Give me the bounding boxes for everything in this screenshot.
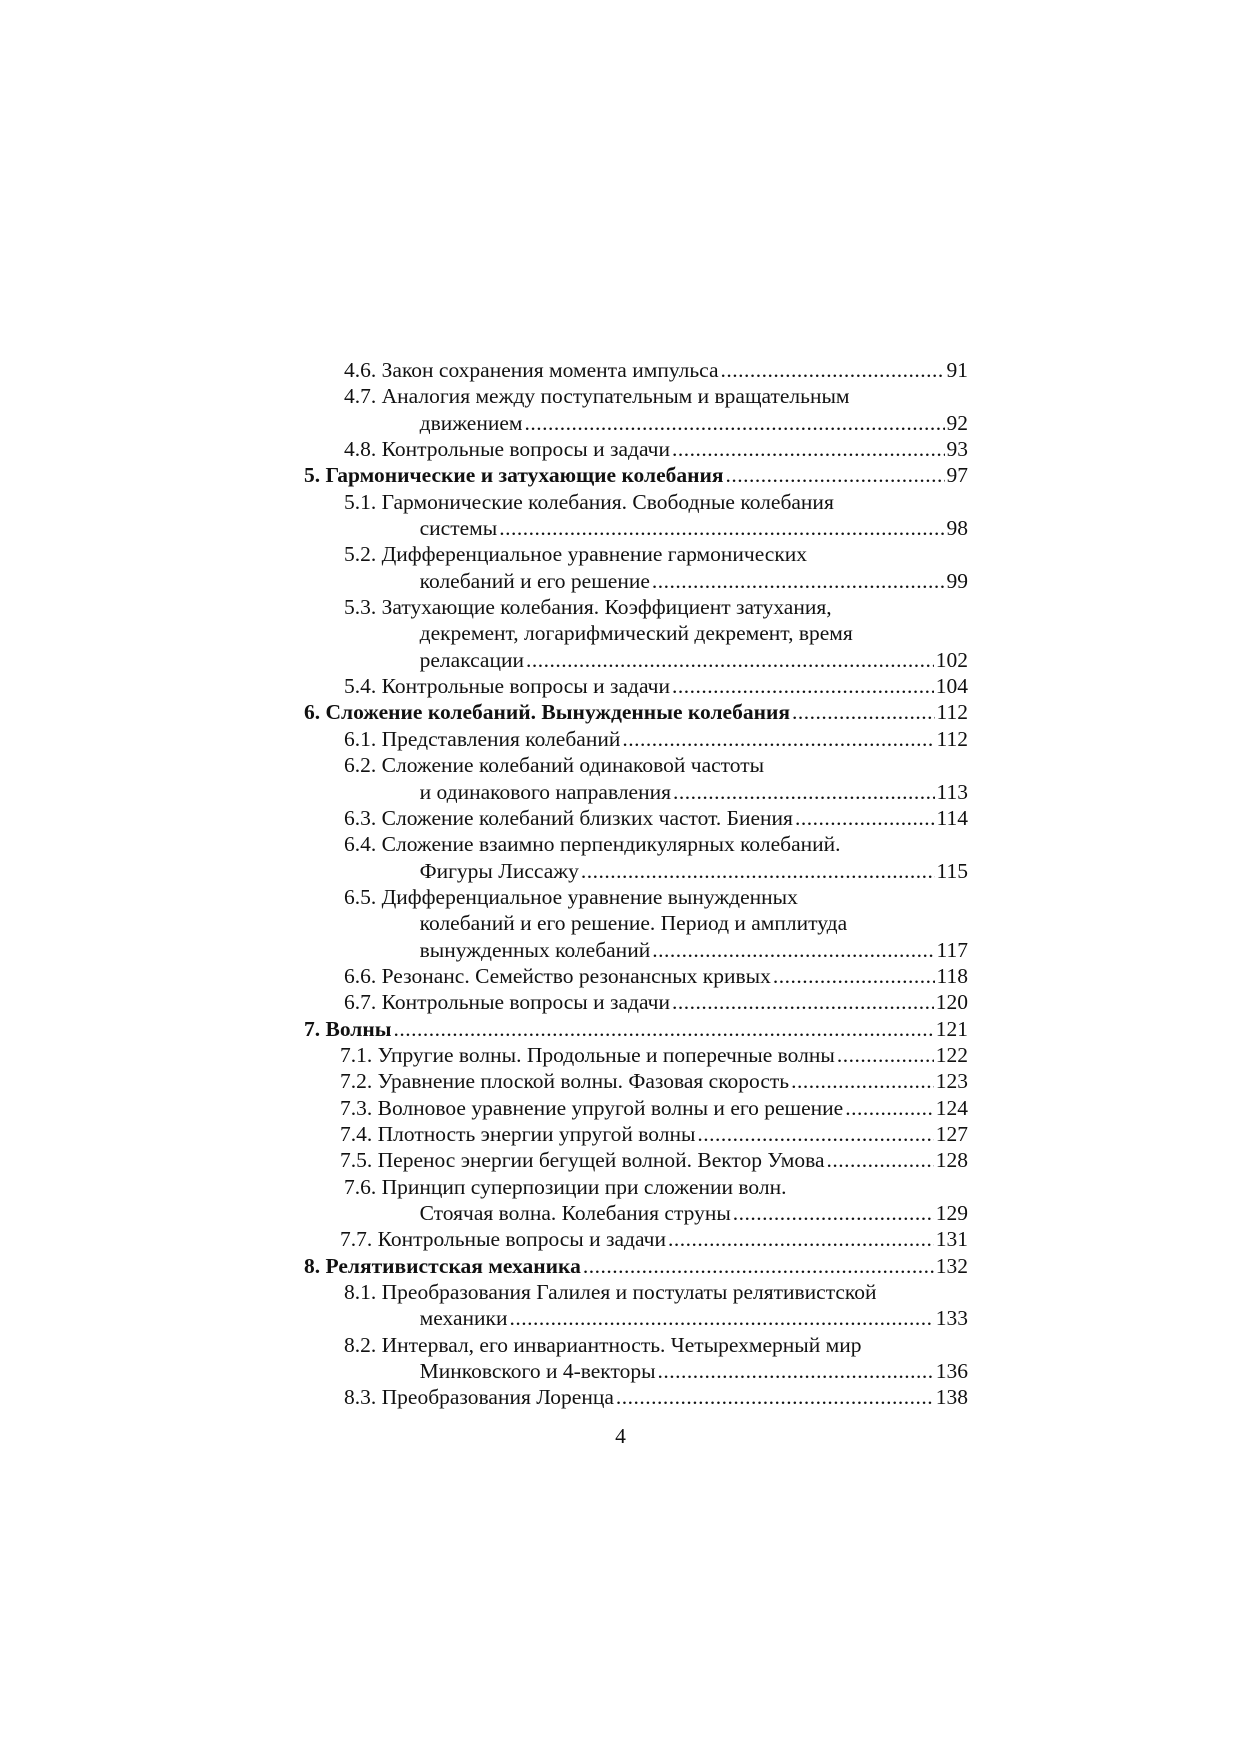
entry-title: движением <box>419 410 523 435</box>
toc-entry-5-1[interactable] <box>304 489 968 515</box>
entry-title: Дифференциальное уравнение вынужденных <box>381 884 798 909</box>
entry-title: Закон сохранения момента импульса <box>381 358 719 382</box>
toc-entry-8-2[interactable] <box>304 1332 968 1358</box>
entry-page: 113 <box>936 779 968 804</box>
dot-leader <box>509 1305 933 1331</box>
entry-number: 8.1. <box>344 1280 377 1305</box>
entry-title: Сложение колебаний одинаковой частоты <box>381 753 765 778</box>
entry-title: системы <box>419 516 498 541</box>
entry-page: 104 <box>935 674 968 699</box>
dot-leader <box>652 568 945 594</box>
entry-page: 112 <box>936 726 968 751</box>
entry-page: 98 <box>946 516 968 541</box>
entry-title: Уравнение плоской волны. Фазовая скорость <box>377 1069 790 1094</box>
entry-number: 6.3. <box>344 805 377 830</box>
dot-leader <box>394 1016 934 1042</box>
toc-entry-8-3[interactable] <box>304 1384 968 1410</box>
entry-number: 6.1. <box>344 726 377 751</box>
toc-entry-5-4[interactable] <box>304 673 968 699</box>
entry-page: 128 <box>935 1148 968 1173</box>
chapter-number: 5. <box>304 463 321 488</box>
dot-leader <box>795 805 935 831</box>
entry-title: вынужденных колебаний <box>419 937 651 962</box>
dot-leader <box>583 1253 934 1279</box>
entry-title: Представления колебаний <box>381 726 621 751</box>
entry-title: декремент, логарифмический декремент, время <box>419 621 853 646</box>
entry-title: Контрольные вопросы и задачи <box>381 437 670 462</box>
entry-page: 121 <box>935 1016 968 1041</box>
toc-entry-4-7-continued[interactable] <box>304 410 968 436</box>
toc-entry-8-1-continued[interactable] <box>304 1305 968 1331</box>
dot-leader <box>791 1068 934 1094</box>
toc-entry-6-4-continued[interactable] <box>304 858 968 884</box>
dot-leader <box>827 1147 934 1173</box>
toc-entry-4-8[interactable] <box>304 436 968 462</box>
entry-number: 7.6. <box>344 1174 377 1199</box>
toc-entry-8-1[interactable] <box>304 1279 968 1305</box>
entry-page: 92 <box>946 410 968 435</box>
entry-title: релаксации <box>419 647 524 672</box>
toc-chapter-8[interactable] <box>304 1253 968 1279</box>
toc-entry-5-2-continued[interactable] <box>304 568 968 594</box>
entry-title: колебаний и его решение <box>419 568 650 593</box>
entry-title: Волновое уравнение упругой волны и его решение <box>377 1095 844 1120</box>
entry-number: 4.8. <box>344 437 377 462</box>
dot-leader <box>792 699 935 725</box>
entry-title: Дифференциальное уравнение гармонических <box>381 542 808 567</box>
toc-entry-6-5-continued[interactable] <box>304 937 968 963</box>
entry-title: Перенос энергии бегущей волной. Вектор Умова <box>377 1148 825 1173</box>
entry-page: 93 <box>946 437 968 462</box>
entry-page: 117 <box>936 937 968 962</box>
chapter-title: Сложение колебаний. Вынужденные колебания <box>325 700 790 725</box>
dot-leader <box>673 779 935 805</box>
toc-entry-6-6[interactable] <box>304 963 968 989</box>
entry-title: Сложение колебаний близких частот. Биения <box>381 805 793 830</box>
dot-leader <box>733 1200 934 1226</box>
dot-leader <box>837 1042 934 1068</box>
dot-leader <box>525 410 945 436</box>
entry-title: и одинакового направления <box>419 779 672 804</box>
entry-number: 7.1. <box>340 1042 373 1067</box>
dot-leader <box>581 858 935 884</box>
entry-page: 118 <box>936 963 968 988</box>
chapter-number: 8. <box>304 1253 321 1278</box>
dot-leader <box>616 1384 934 1410</box>
entry-number: 5.4. <box>344 674 377 699</box>
entry-number: 7.3. <box>340 1095 373 1120</box>
toc-entry-7-6[interactable] <box>304 1174 968 1200</box>
entry-number: 7.7. <box>340 1227 373 1252</box>
table-of-contents <box>304 357 968 1411</box>
toc-entry-6-2-continued[interactable] <box>304 779 968 805</box>
toc-chapter-6[interactable] <box>304 699 968 725</box>
entry-page: 138 <box>935 1385 968 1410</box>
entry-title: Затухающие колебания. Коэффициент затухания, <box>381 595 832 620</box>
toc-entry-6-3[interactable] <box>304 805 968 831</box>
toc-entry-7-2[interactable] <box>300 1068 968 1094</box>
entry-number: 7.5. <box>340 1148 373 1173</box>
entry-page: 127 <box>935 1121 968 1146</box>
toc-entry-7-3[interactable] <box>300 1095 968 1121</box>
entry-number: 7.4. <box>340 1121 373 1146</box>
toc-chapter-7[interactable] <box>304 1016 968 1042</box>
entry-page: 97 <box>946 463 968 488</box>
toc-entry-4-6[interactable] <box>304 357 968 383</box>
entry-number: 4.6. <box>344 358 377 382</box>
entry-page: 114 <box>936 805 968 830</box>
chapter-number: 7. <box>304 1016 321 1041</box>
entry-title: Сложение взаимно перпендикулярных колебаний. <box>381 832 841 857</box>
entry-number: 8.2. <box>344 1332 377 1357</box>
entry-number: 6.7. <box>344 990 377 1015</box>
toc-entry-6-1[interactable] <box>304 726 968 752</box>
entry-title: механики <box>419 1306 508 1331</box>
entry-page: 124 <box>935 1095 968 1120</box>
entry-title: Гармонические колебания. Свободные колебания <box>381 489 834 514</box>
toc-chapter-5[interactable] <box>304 462 968 488</box>
entry-number: 5.3. <box>344 595 377 620</box>
entry-title: Минковского и 4-векторы <box>419 1359 656 1384</box>
toc-entry-6-7[interactable] <box>304 989 968 1015</box>
entry-title: Преобразования Галилея и постулаты релятивистской <box>381 1280 877 1305</box>
dot-leader <box>672 989 934 1015</box>
toc-entry-6-5[interactable] <box>304 884 968 910</box>
dot-leader <box>773 963 935 989</box>
entry-number: 6.2. <box>344 753 377 778</box>
toc-entry-6-2[interactable] <box>304 752 968 778</box>
chapter-title: Релятивистская механика <box>325 1253 581 1278</box>
toc-entry-8-2-continued[interactable] <box>304 1358 968 1384</box>
entry-title: колебаний и его решение. Период и амплитуда <box>419 911 848 936</box>
dot-leader <box>668 1226 934 1252</box>
chapter-number: 6. <box>304 700 321 725</box>
dot-leader <box>672 673 934 699</box>
chapter-title: Гармонические и затухающие колебания <box>325 463 724 488</box>
entry-page: 115 <box>936 858 968 883</box>
entry-page: 120 <box>935 990 968 1015</box>
entry-number: 5.2. <box>344 542 377 567</box>
entry-page: 122 <box>935 1042 968 1067</box>
entry-page: 112 <box>936 700 968 725</box>
entry-title: Стоячая волна. Колебания струны <box>419 1201 731 1225</box>
entry-number: 7.2. <box>340 1069 373 1094</box>
dot-leader <box>845 1095 934 1121</box>
entry-number: 6.5. <box>344 884 377 909</box>
toc-entry-5-1-continued[interactable] <box>304 515 968 541</box>
toc-entry-6-5-continued[interactable] <box>304 910 968 936</box>
entry-number: 8.3. <box>344 1385 377 1410</box>
dot-leader <box>499 515 944 541</box>
entry-number: 6.4. <box>344 832 377 857</box>
toc-entry-7-1[interactable] <box>300 1042 968 1068</box>
toc-entry-7-5[interactable] <box>300 1147 968 1173</box>
entry-page: 133 <box>935 1306 968 1331</box>
dot-leader <box>697 1121 933 1147</box>
entry-page: 129 <box>935 1201 968 1225</box>
chapter-title: Волны <box>325 1016 392 1041</box>
entry-title: Контрольные вопросы и задачи <box>377 1227 666 1252</box>
entry-title: Резонанс. Семейство резонансных кривых <box>381 963 771 988</box>
toc-entry-7-6-continued[interactable] <box>304 1200 968 1226</box>
entry-number: 6.6. <box>344 963 377 988</box>
entry-title: Интервал, его инвариантность. Четырехмерный мир <box>381 1332 862 1357</box>
entry-page: 131 <box>935 1227 968 1252</box>
toc-entry-5-3-continued[interactable] <box>304 620 968 646</box>
entry-page: 123 <box>935 1069 968 1094</box>
entry-page: 136 <box>935 1359 968 1384</box>
toc-entry-4-7[interactable] <box>304 383 968 409</box>
page-number: 4 <box>615 1424 626 1448</box>
dot-leader <box>652 937 934 963</box>
dot-leader <box>721 357 945 383</box>
toc-entry-7-4[interactable] <box>300 1121 968 1147</box>
entry-title: Принцип суперпозиции при сложении волн. <box>381 1174 787 1199</box>
toc-entry-5-2[interactable] <box>304 541 968 567</box>
dot-leader <box>622 726 934 752</box>
dot-leader <box>658 1358 934 1384</box>
toc-entry-5-3-continued[interactable] <box>304 647 968 673</box>
toc-entry-5-3[interactable] <box>304 594 968 620</box>
entry-number: 4.7. <box>344 384 377 409</box>
entry-title: Фигуры Лиссажу <box>419 858 579 883</box>
entry-page: 91 <box>946 358 968 382</box>
toc-entry-7-7[interactable] <box>300 1226 968 1252</box>
entry-title: Аналогия между поступательным и вращательным <box>381 384 850 409</box>
entry-page: 99 <box>946 568 968 593</box>
dot-leader <box>726 462 945 488</box>
entry-title: Контрольные вопросы и задачи <box>381 674 670 699</box>
entry-page: 132 <box>935 1253 968 1278</box>
entry-title: Плотность энергии упругой волны <box>377 1121 696 1146</box>
entry-number: 5.1. <box>344 489 377 514</box>
entry-page: 102 <box>935 647 968 672</box>
entry-title: Контрольные вопросы и задачи <box>381 990 670 1015</box>
toc-entry-6-4[interactable] <box>304 831 968 857</box>
entry-title: Преобразования Лоренца <box>381 1385 614 1410</box>
dot-leader <box>672 436 945 462</box>
entry-title: Упругие волны. Продольные и поперечные волны <box>377 1042 835 1067</box>
dot-leader <box>526 647 934 673</box>
